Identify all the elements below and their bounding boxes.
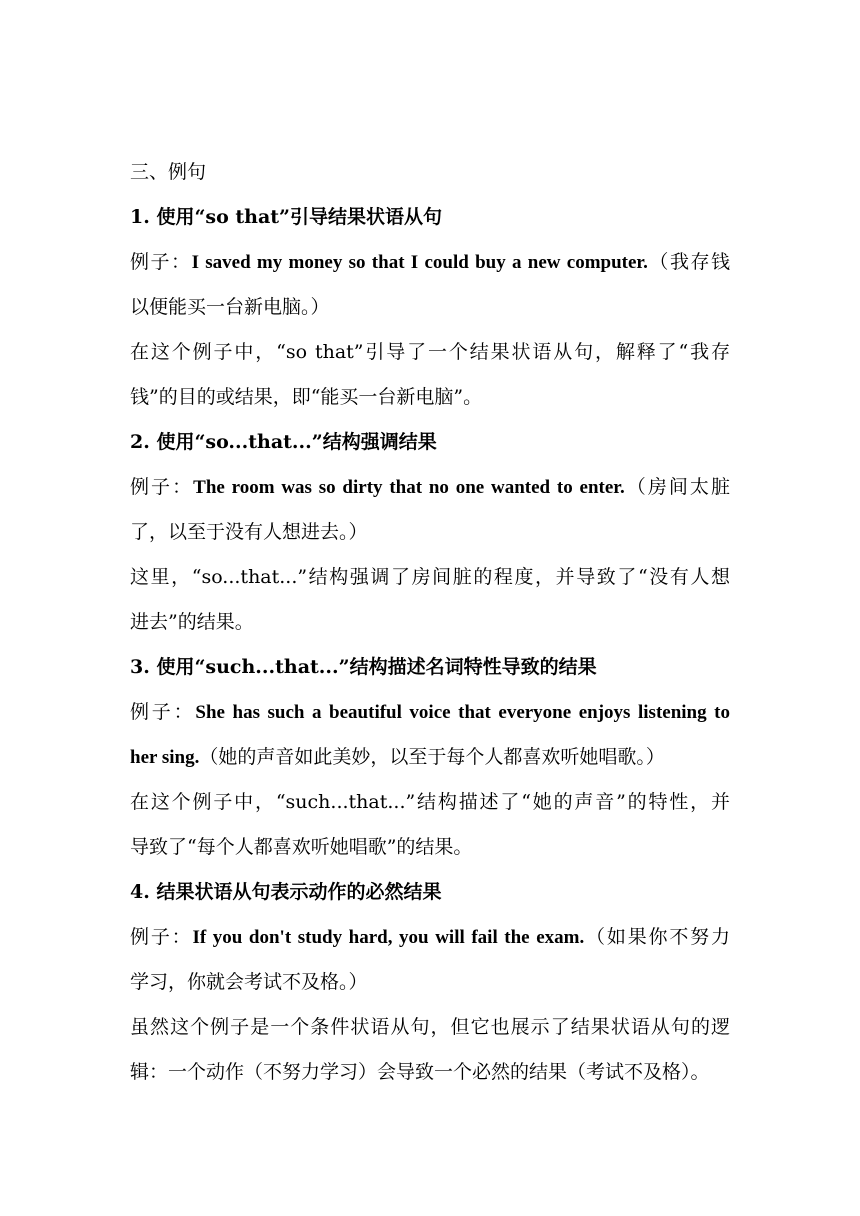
example-translation	[130, 735, 730, 780]
example-label: 例子：	[130, 926, 193, 948]
item-title: 2. 使用“so...that...”结构强调结果	[130, 431, 437, 453]
example-english: She has such a beautiful voice that everyone enjoys listening to	[195, 702, 730, 723]
item-title: 4. 结果状语从句表示动作的必然结果	[130, 881, 442, 903]
explanation-line: 进去”的结果。	[130, 611, 254, 633]
explanation-line: 在这个例子中，“such...that...”结构描述了“她的声音”的特性，并	[130, 791, 730, 813]
example-translation: 了，以至于没有人想进去。）	[130, 521, 368, 543]
example-translation: 以便能买一台新电脑。）	[130, 296, 330, 318]
explanation-line: 这里，“so...that...”结构强调了房间脏的程度，并导致了“没有人想	[130, 566, 730, 588]
example-line	[130, 915, 730, 960]
explanation-line: 辑：一个动作（不努力学习）会导致一个必然的结果（考试不及格）。	[130, 1061, 710, 1083]
example-english: The room was so dirty that no one wanted to enter.	[193, 477, 625, 498]
example-label: 例子：	[130, 701, 196, 723]
example-english: If you don't study hard, you will fail the exam.	[192, 927, 585, 948]
item-title: 1. 使用“so that”引导结果状语从句	[130, 206, 442, 228]
explanation-line: 导致了“每个人都喜欢听她唱歌”的结果。	[130, 836, 473, 858]
explanation-line: 在这个例子中，“so that”引导了一个结果状语从句，解释了“我存	[130, 341, 730, 363]
document-page	[130, 150, 730, 1095]
example-label: 例子：	[130, 251, 192, 273]
example-translation: 学习，你就会考试不及格。）	[130, 971, 368, 993]
example-chinese: （房间太脏	[624, 476, 730, 498]
explanation-line: 钱”的目的或结果，即“能买一台新电脑”。	[130, 386, 483, 408]
example-line	[130, 690, 730, 735]
item-title: 3. 使用“such...that...”结构描述名词特性导致的结果	[130, 656, 597, 678]
example-english-continued: her sing.	[130, 747, 200, 768]
example-line	[130, 465, 730, 510]
example-chinese: （她的声音如此美妙，以至于每个人都喜欢听她唱歌。）	[199, 746, 665, 768]
explanation-line: 虽然这个例子是一个条件状语从句，但它也展示了结果状语从句的逻	[130, 1016, 730, 1038]
example-line	[130, 240, 730, 285]
example-label: 例子：	[130, 476, 194, 498]
section-heading: 三、例句	[130, 161, 207, 183]
example-chinese: （我存钱	[647, 251, 730, 273]
example-english: I saved my money so that I could buy a new computer.	[191, 252, 648, 273]
example-chinese: （如果你不努力	[584, 926, 730, 948]
